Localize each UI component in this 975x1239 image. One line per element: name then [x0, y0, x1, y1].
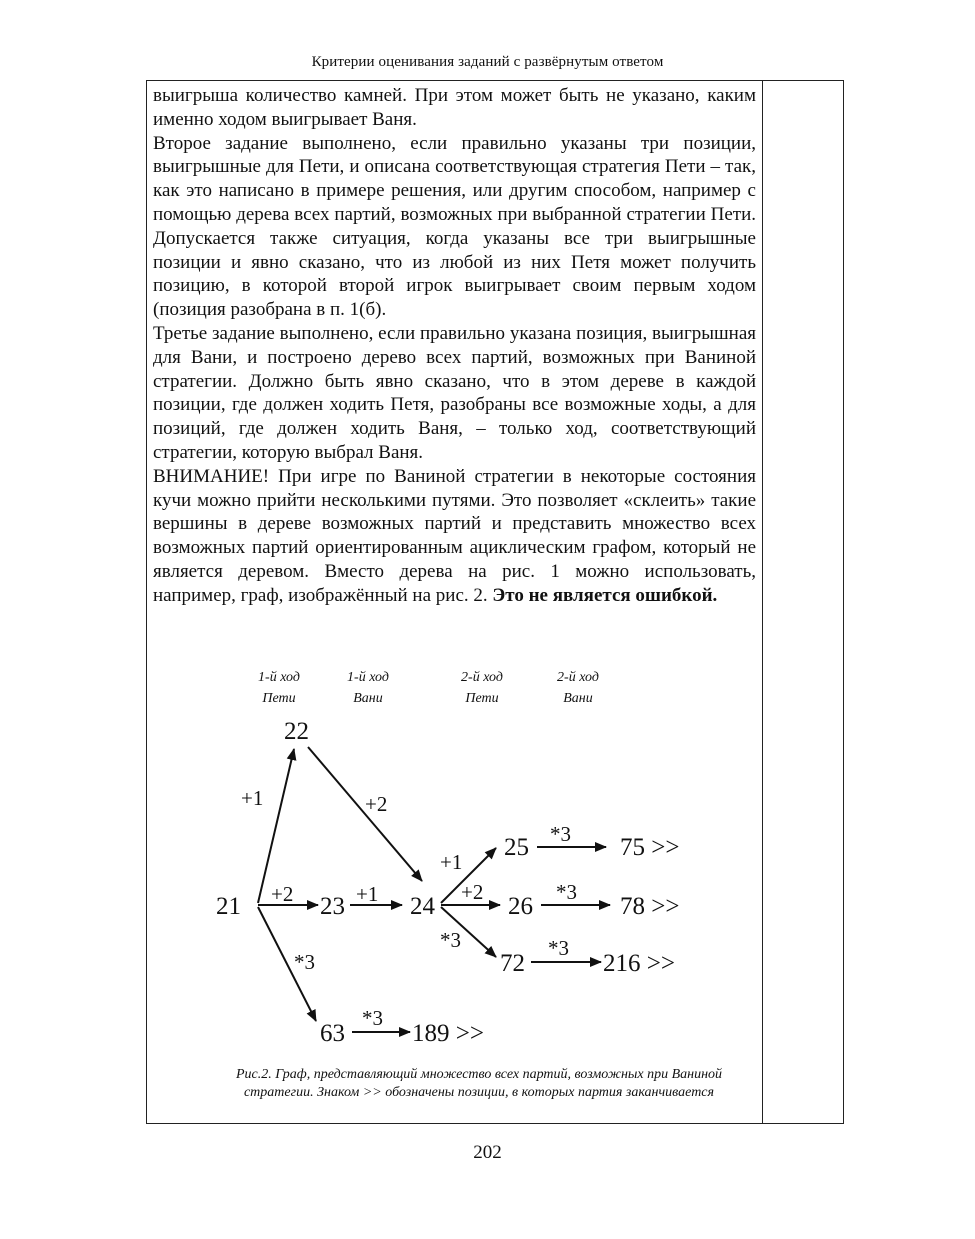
paragraph-continuation: выигрыша количество камней. При этом может быть не указано, каким именно ходом выигрывает Ваня.	[153, 85, 756, 130]
col-header-4: 2-й ход	[557, 670, 599, 685]
node-23: 23	[320, 893, 345, 920]
node-21: 21	[216, 893, 241, 920]
edge-label-26-78: *3	[556, 880, 577, 904]
edge-label-25-75: *3	[550, 822, 571, 846]
edge-label-63-189: *3	[362, 1006, 383, 1030]
node-75: 75 >>	[620, 834, 680, 861]
edge-label-24-72: *3	[440, 928, 461, 952]
node-22: 22	[284, 718, 309, 745]
node-189: 189 >>	[412, 1020, 484, 1047]
paragraph-task-2: Второе задание выполнено, если правильно указаны три позиции, выигрышные для Пети, и описана соответствующая стратегия Пети – так, как это написано в примере решения, или другим способом, например с помощью дерева всех партий, возможных при выбранной стратегии Пети. Допускается также ситуация, когда указаны все три выигрышные позиции и явно сказано, что из любой из них Петя может получить позицию, в которой второй игрок выигрывает своим первым ходом (позиция разобрана в п. 1(б).	[153, 132, 756, 321]
node-25: 25	[504, 834, 529, 861]
edge-label-22-24: +2	[365, 792, 388, 816]
col-header-4-sub: Вани	[563, 691, 593, 706]
col-header-2-sub: Вани	[353, 691, 383, 706]
figure-caption: Рис.2. Граф, представляющий множество всех партий, возможных при Ваниной стратегии. Знаком >> обозначены позиции, в которых партия заканчивается	[235, 1067, 723, 1100]
game-graph-figure	[146, 655, 762, 1125]
paragraph-attention	[153, 465, 756, 608]
page-number: 202	[473, 1142, 502, 1163]
col-header-3: 2-й ход	[461, 670, 503, 685]
node-24: 24	[410, 893, 435, 920]
attention-text: ВНИМАНИЕ! При игре по Ваниной стратегии в некоторые состояния кучи можно прийти несколькими путями. Это позволяет «склеить» такие вершины в дереве возможных партий и представить множество всех возможных партий ориентированным ациклическим графом, который не является деревом. Вместо дерева на рис. 1 можно использовать, например, граф, изображённый на рис. 2.	[153, 465, 756, 606]
edge-label-21-22: +1	[241, 786, 264, 810]
running-header: Критерии оценивания заданий с развёрнутым ответом	[311, 54, 664, 70]
node-78: 78 >>	[620, 893, 680, 920]
col-header-3-sub: Пети	[465, 691, 499, 706]
col-header-1-sub: Пети	[262, 691, 296, 706]
node-63: 63	[320, 1020, 345, 1047]
edge-label-23-24: +1	[356, 882, 379, 906]
node-72: 72	[500, 950, 525, 977]
node-26: 26	[508, 893, 533, 920]
col-header-2: 1-й ход	[347, 670, 389, 685]
col-header-1: 1-й ход	[258, 670, 300, 685]
edge-21-22	[258, 749, 294, 903]
body-text	[153, 84, 756, 608]
score-column-divider	[762, 80, 763, 1124]
edge-label-24-26: +2	[461, 880, 484, 904]
edge-label-24-25: +1	[440, 850, 463, 874]
edge-label-72-216: *3	[548, 936, 569, 960]
edge-label-21-23: +2	[271, 882, 294, 906]
node-216: 216 >>	[603, 950, 675, 977]
paragraph-task-3: Третье задание выполнено, если правильно указана позиция, выигрышная для Вани, и построено дерево всех партий, возможных при Ваниной стратегии. Должно быть явно сказано, что в этом дереве в каждой позиции, где должен ходить Петя, разобраны все возможные ходы, а для позиций, где должен ходить Ваня, – только ход, соответствующий стратегии, которую выбрал Ваня.	[153, 322, 756, 463]
attention-bold: Это не является ошибкой.	[492, 584, 718, 606]
edge-label-21-63: *3	[294, 950, 315, 974]
